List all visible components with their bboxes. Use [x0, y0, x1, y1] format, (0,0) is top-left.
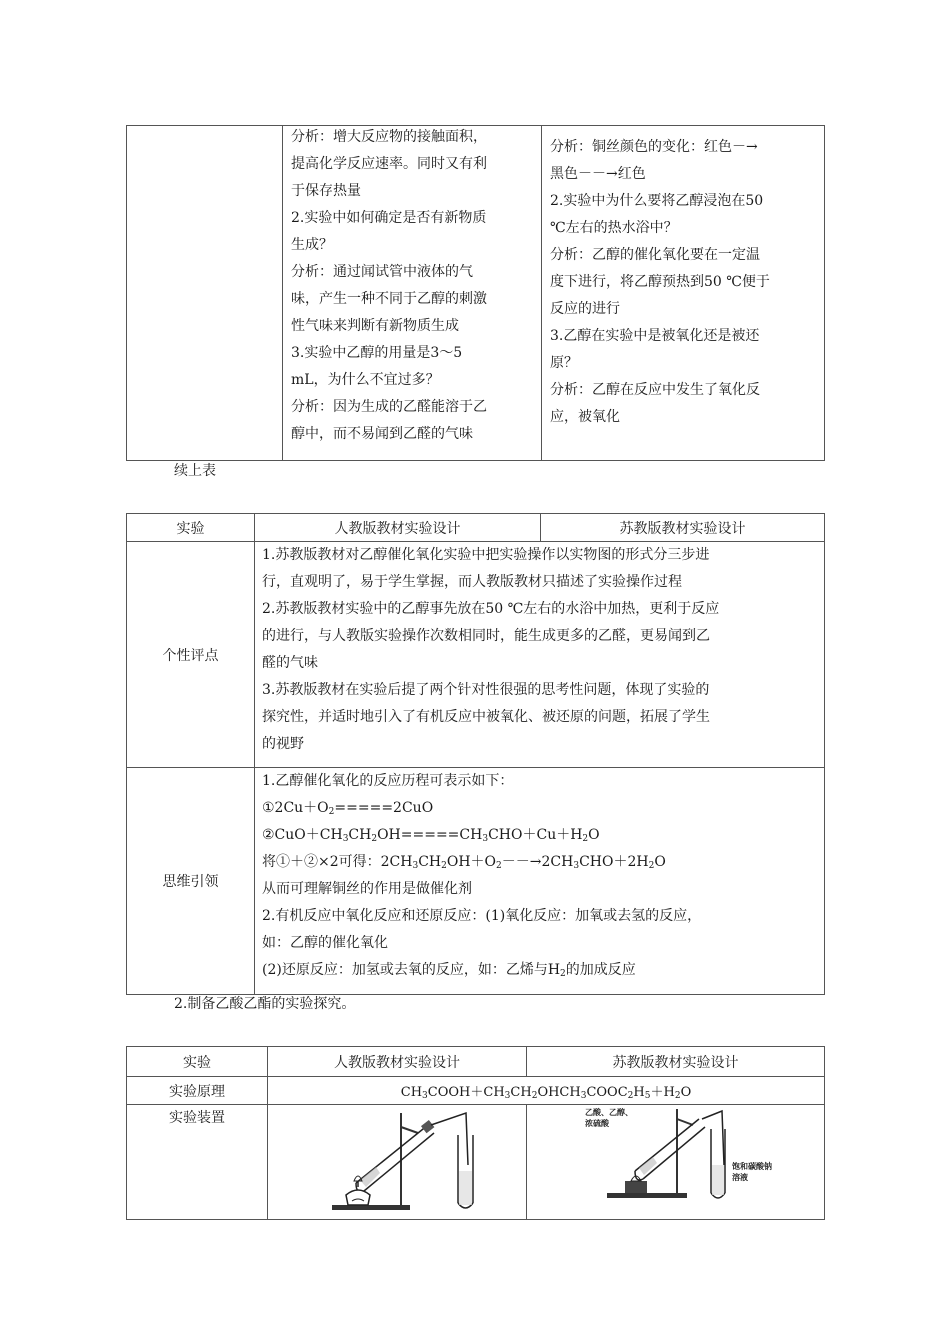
sujiao-apparatus-diagram: [527, 1105, 825, 1220]
renjiao-analysis-line: 2.实验中如何确定是否有新物质: [291, 210, 487, 226]
delivery-tube: [431, 1113, 468, 1165]
sujiao-analysis-line: 2.实验中为什么要将乙醇浸泡在50: [550, 193, 764, 209]
reaction-test-tube: [635, 1119, 705, 1180]
sujiao-apparatus-cell: [527, 1105, 825, 1220]
thinking-line: 如：乙醇的催化氧化: [262, 935, 388, 951]
header-experiment: 实验: [127, 514, 255, 542]
clamp: [677, 1119, 693, 1125]
reagent-label: 乙酸、乙醇、浓硫酸: [585, 1108, 633, 1128]
sujiao-analysis-line: 3.乙醇在实验中是被氧化还是被还: [550, 328, 760, 344]
thinking-line: 2.有机反应中氧化反应和还原反应：(1)氧化反应：加氧或去氢的反应，: [262, 908, 702, 924]
equation-3: 将①＋②×2可得：$2CH_3CH_2OH+O_2--\to 2CH_3CHO+2H_2O$: [262, 854, 666, 871]
evaluation-line: 行，直观明了，易于学生掌握，而人教版教材只描述了实验操作过程: [262, 574, 682, 590]
evaluation-table: [126, 513, 825, 995]
stand-base: [607, 1193, 687, 1198]
evaluation-line: 的进行，与人教版实验操作次数相同时，能生成更多的乙醛，更易闻到乙: [262, 628, 710, 644]
renjiao-apparatus-cell: [268, 1105, 527, 1220]
stopper: [421, 1120, 434, 1133]
row-label-evaluation: 个性评点: [127, 542, 255, 768]
thinking-line: 从而可理解铜丝的作用是做催化剂: [262, 881, 472, 897]
evaluation-line: 1.苏教版教材对乙醇催化氧化实验中把实验操作以实物图的形式分三步进: [262, 547, 710, 563]
stand-base: [332, 1205, 410, 1210]
evaluation-line: 2.苏教版教材实验中的乙醇事先放在50 ℃左右的水浴中加热，更利于反应: [262, 601, 720, 617]
sujiao-analysis-cell: [542, 126, 825, 461]
sujiao-analysis-line: 度下进行，将乙醇预热到50 ℃便于: [550, 274, 770, 290]
renjiao-analysis-text: [283, 124, 541, 448]
ester-experiment-table: [126, 1046, 825, 1220]
evaluation-line: 醛的气味: [262, 655, 318, 671]
evaluation-line: 3.苏教版教材在实验后提了两个针对性很强的思考性问题，体现了实验的: [262, 682, 710, 698]
clamp: [401, 1127, 418, 1133]
renjiao-analysis-line: 性气味来判断有新物质生成: [291, 318, 459, 334]
receiver-label: 饱和碳酸钠溶液: [732, 1162, 772, 1182]
receiving-test-tube: [458, 1135, 473, 1208]
renjiao-analysis-line: 3.实验中乙醇的用量是3～5: [291, 345, 463, 361]
analysis-table: [126, 125, 825, 461]
thinking-line: 1.乙醇催化氧化的反应历程可表示如下：: [262, 773, 514, 789]
reaction-formula: $CH_3COOH+CH_3CH_2OHCH_3COOC_2H_5+H_2O$: [268, 1077, 825, 1105]
renjiao-analysis-cell: [283, 126, 542, 461]
header-sujiao: 苏教版教材实验设计: [527, 1047, 825, 1077]
renjiao-apparatus-diagram: [268, 1105, 527, 1220]
renjiao-analysis-line: 生成？: [291, 237, 333, 253]
evaluation-line: 探究性，并适时地引入了有机反应中被氧化、被还原的问题，拓展了学生: [262, 709, 710, 725]
sujiao-analysis-line: ℃左右的热水浴中？: [550, 220, 678, 236]
evaluation-line: 的视野: [262, 736, 304, 752]
reaction-test-tube: [356, 1125, 434, 1192]
evaluation-content-cell: [255, 542, 825, 768]
continued-label: 续上表: [174, 463, 216, 479]
renjiao-analysis-line: 分析：通过闻试管中液体的气: [291, 264, 473, 280]
thinking-content-cell: [255, 768, 825, 995]
sujiao-analysis-line: 分析：乙醇在反应中发生了氧化反: [550, 382, 760, 398]
thinking-line-reduction: (2)还原反应：加氢或去氧的反应，如：乙烯与$H_2$的加成反应: [262, 962, 636, 979]
evaluation-text: [255, 542, 824, 758]
sujiao-analysis-line: 分析：乙醇的催化氧化要在一定温: [550, 247, 760, 263]
renjiao-analysis-line: 提高化学反应速率。同时又有利: [291, 156, 487, 172]
empty-cell: [127, 126, 283, 461]
row-label-principle: 实验原理: [127, 1077, 268, 1105]
renjiao-analysis-line: 醇中，而不易闻到乙醛的气味: [291, 426, 473, 442]
equation-1: $①2Cu+O_2=====2CuO$: [262, 800, 434, 817]
header-experiment: 实验: [127, 1047, 268, 1077]
sujiao-analysis-text: [542, 126, 824, 431]
sujiao-analysis-line: 原？: [550, 355, 578, 371]
renjiao-analysis-line: 分析：增大反应物的接触面积，: [291, 129, 487, 145]
thinking-text: [255, 768, 824, 984]
renjiao-analysis-line: 味，产生一种不同于乙醇的刺激: [291, 291, 487, 307]
sujiao-analysis-line: 反应的进行: [550, 301, 620, 317]
header-renjiao: 人教版教材实验设计: [268, 1047, 527, 1077]
row-label-apparatus: 实验装置: [127, 1105, 268, 1220]
renjiao-analysis-line: 于保存热量: [291, 183, 361, 199]
renjiao-analysis-line: 分析：因为生成的乙醛能溶于乙: [291, 399, 487, 415]
section-title: 2.制备乙酸乙酯的实验探究。: [174, 996, 356, 1012]
sujiao-analysis-line: 黑色－－→红色: [550, 166, 646, 182]
sujiao-analysis-line: 应，被氧化: [550, 409, 620, 425]
delivery-tube: [702, 1111, 724, 1165]
sujiao-analysis-line: 分析：铜丝颜色的变化：红色－→: [550, 139, 758, 155]
row-label-thinking: 思维引领: [127, 768, 255, 995]
header-sujiao: 苏教版教材实验设计: [541, 514, 825, 542]
equation-2: $②CuO+CH_3CH_2OH=====CH_3CHO+Cu+H_2O$: [262, 827, 600, 844]
header-renjiao: 人教版教材实验设计: [255, 514, 541, 542]
renjiao-analysis-line: mL，为什么不宜过多？: [291, 372, 440, 388]
